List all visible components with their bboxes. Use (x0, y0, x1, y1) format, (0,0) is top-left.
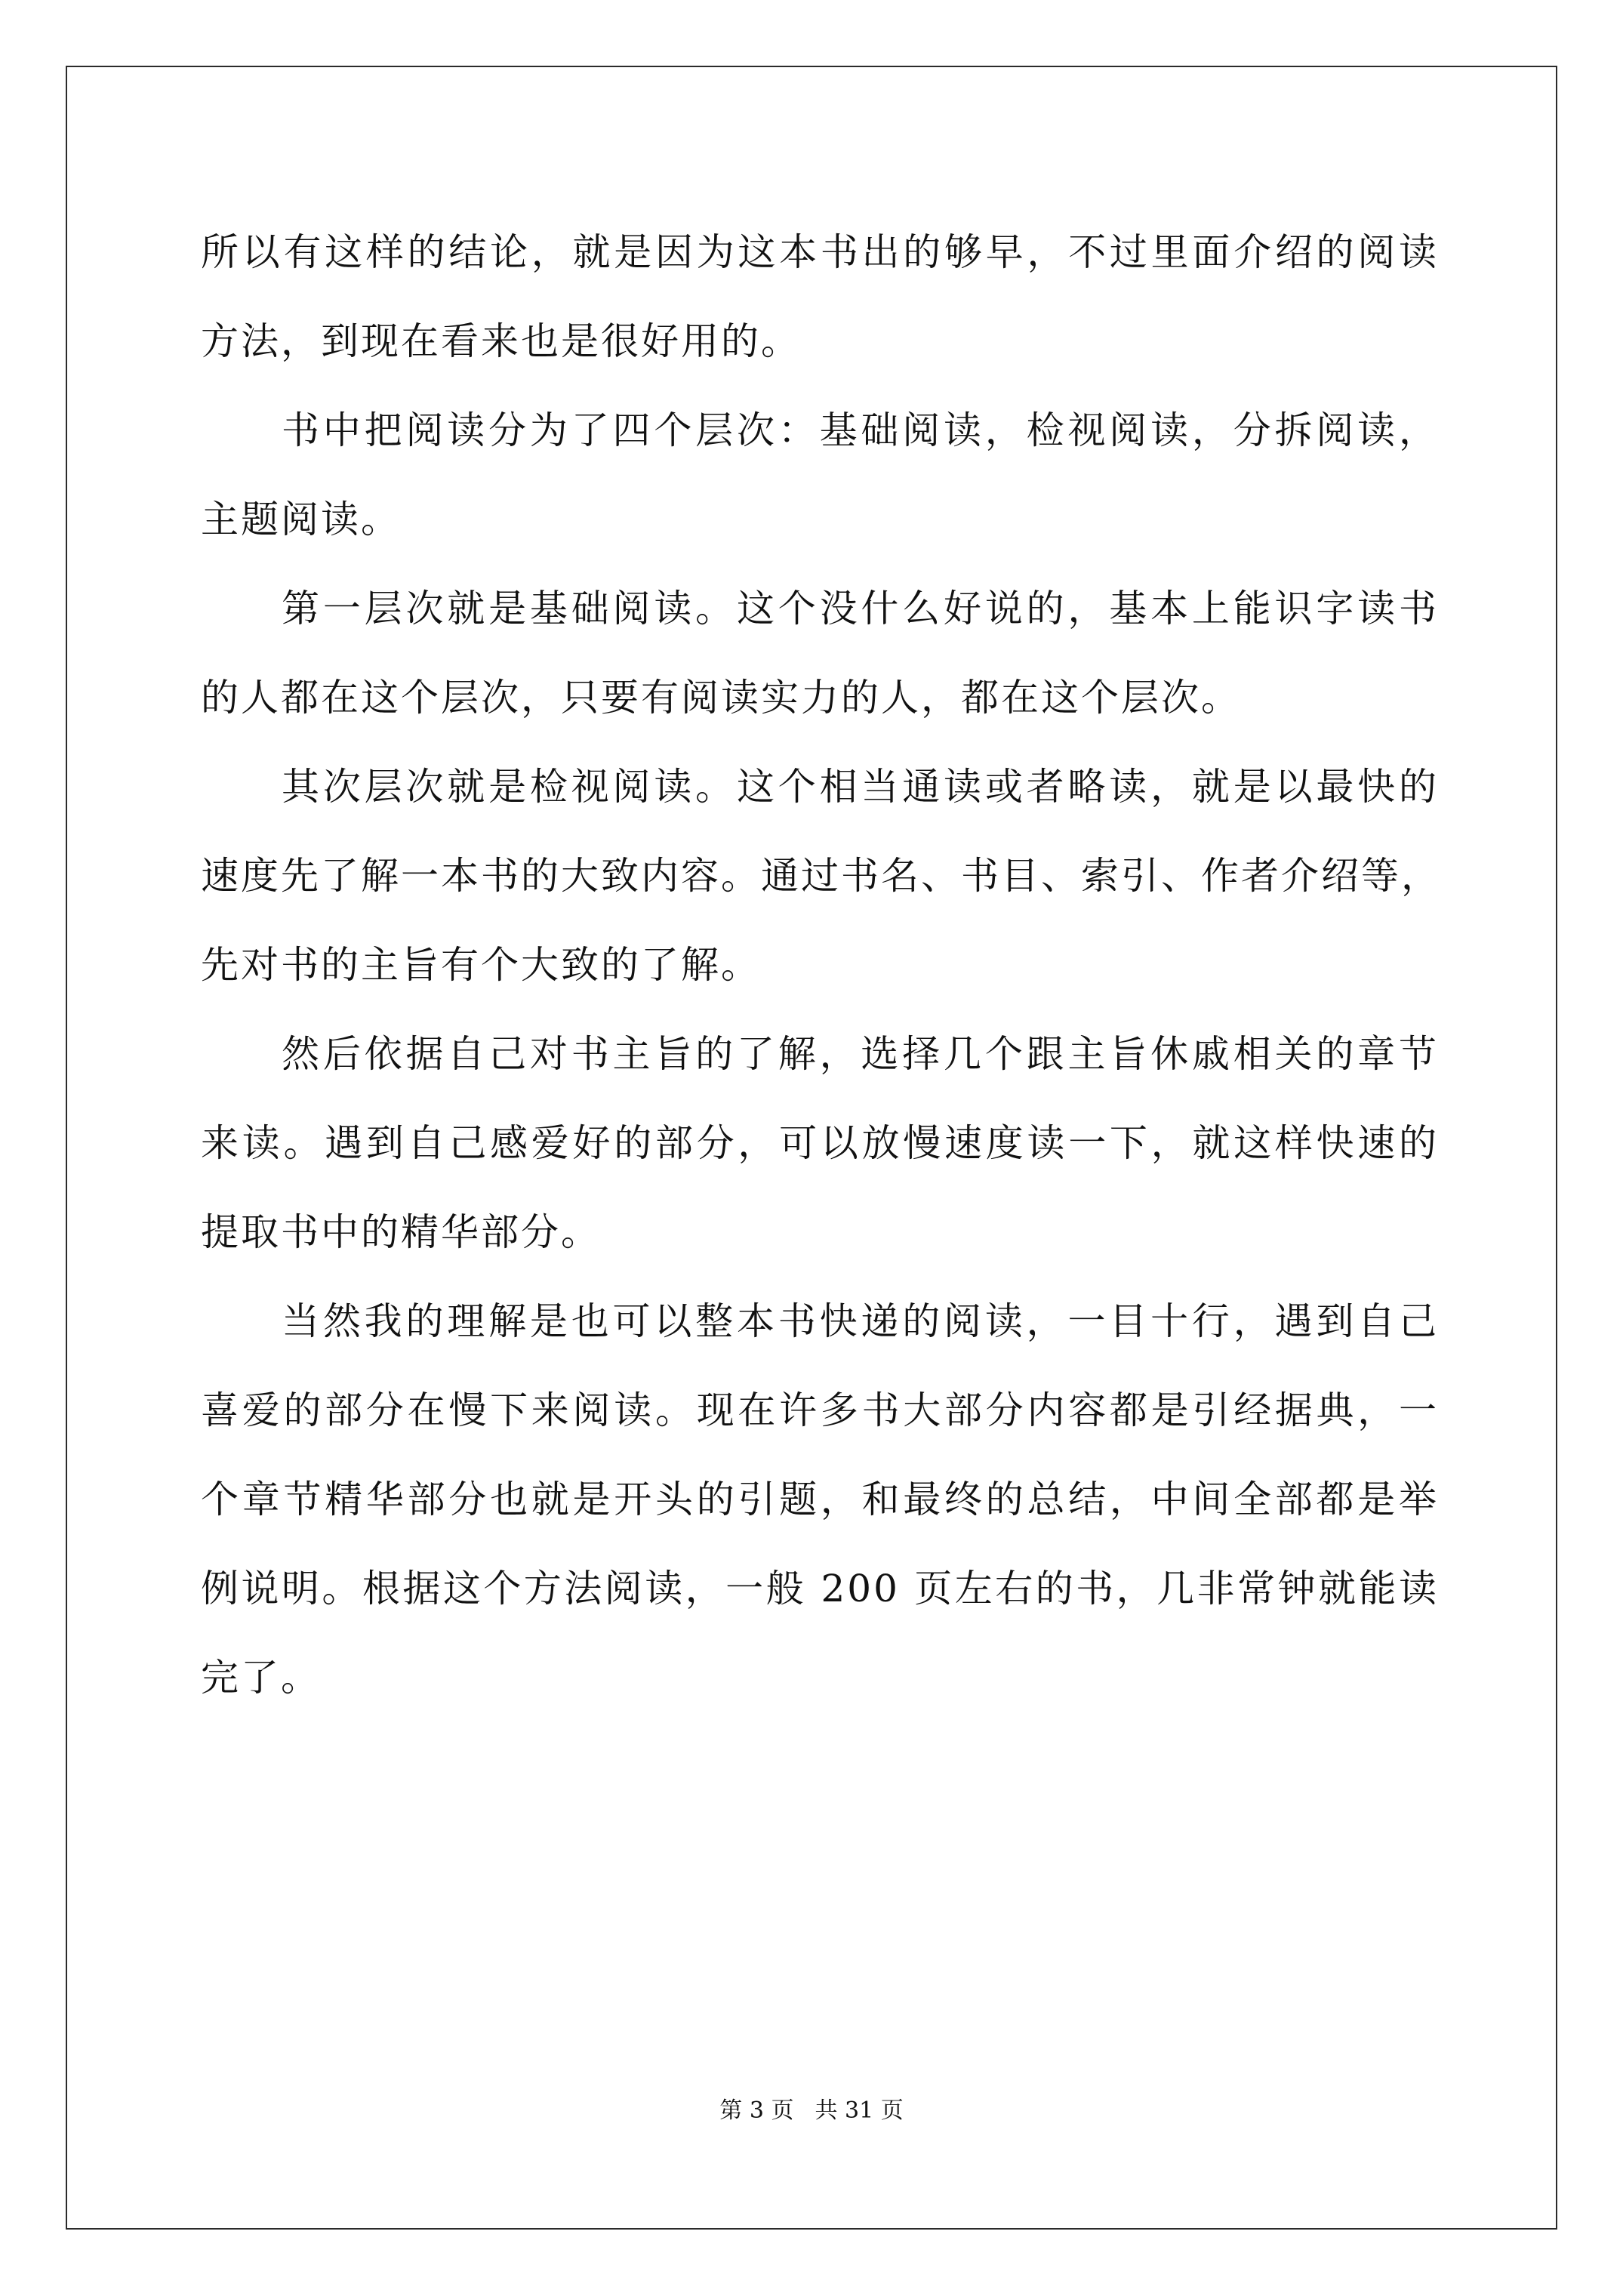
text-line: 喜爱的部分在慢下来阅读。现在许多书大部分内容都是引经据典，一 (201, 1388, 1439, 1432)
text-line: 主题阅读。 (201, 498, 401, 541)
text-line: 来读。遇到自己感爱好的部分，可以放慢速度读一下，就这样快速的 (201, 1121, 1439, 1165)
paragraph-first-line: 其次层次就是检视阅读。这个相当通读或者略读，就是以最快的 (282, 765, 1439, 809)
text-line: 提取书中的精华部分。 (201, 1210, 601, 1254)
document-body (201, 219, 1439, 1734)
text-line: 例说明。根据这个方法阅读，一般 200 页左右的书，几非常钟就能读 (201, 1567, 1439, 1610)
text-line: 方法，到现在看来也是很好用的。 (201, 319, 801, 363)
text-line: 的人都在这个层次，只要有阅读实力的人，都在这个层次。 (201, 676, 1241, 720)
page-number: 第 3 页 (719, 2097, 794, 2124)
text-line: 完了。 (201, 1656, 321, 1700)
text-line: 速度先了解一本书的大致内容。通过书名、书目、索引、作者介绍等， (201, 854, 1441, 898)
text-line: 个章节精华部分也就是开头的引题，和最终的总结，中间全部都是举 (201, 1478, 1439, 1521)
paragraph-first-line: 然后依据自己对书主旨的了解，选择几个跟主旨休戚相关的章节 (282, 1032, 1439, 1076)
page-footer (0, 2096, 1623, 2126)
text-line: 所以有这样的结论，就是因为这本书出的够早，不过里面介绍的阅读 (201, 230, 1439, 274)
paragraph-first-line: 当然我的理解是也可以整本书快递的阅读，一目十行，遇到自己 (282, 1299, 1439, 1343)
text-line: 先对书的主旨有个大致的了解。 (201, 943, 761, 987)
paragraph-first-line: 书中把阅读分为了四个层次：基础阅读，检视阅读，分拆阅读， (282, 408, 1439, 452)
paragraph-first-line: 第一层次就是基础阅读。这个没什么好说的，基本上能识字读书 (282, 587, 1439, 630)
total-pages: 共 31 页 (815, 2097, 904, 2124)
